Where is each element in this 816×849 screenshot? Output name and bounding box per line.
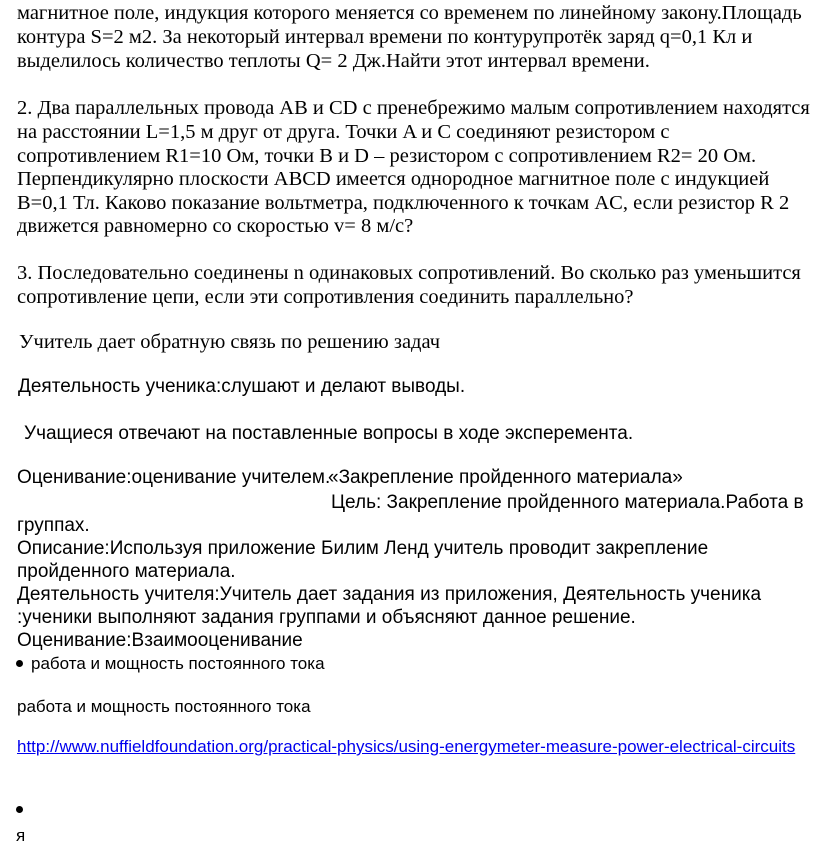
problem1-line2: контура S=2 м2. За некоторый интервал времени по контурупротёк заряд q=0,1 Кл и	[17, 26, 753, 48]
description-line1: Описание:Используя приложение Билим Ленд учитель проводит закрепление	[17, 538, 709, 559]
resource-link[interactable]: http://www.nuffieldfoundation.org/practical-physics/using-energymeter-measure-power-electrical-circuits	[17, 737, 796, 756]
trailing-letter: я	[16, 826, 26, 845]
bullet-item: работа и мощность постоянного тока	[31, 654, 325, 673]
assessment-peer: Оценивание:Взаимооценивание	[17, 630, 303, 651]
problem2-line6: движется равномерно со скоростью v= 8 м/с?	[17, 215, 414, 237]
problem2-line1: 2. Два параллельных провода AB и CD с пренебрежимо малым сопротивлением находятся	[17, 97, 810, 119]
resource-title: работа и мощность постоянного тока	[17, 697, 311, 716]
description-line2: пройденного материала.	[17, 561, 236, 582]
teacher-feedback: Учитель дает обратную связь по решению задач	[19, 331, 441, 353]
student-activity: Деятельность ученика:слушают и делают выводы.	[18, 376, 466, 397]
section-title: «Закрепление пройденного материала»	[328, 467, 683, 488]
goal-line2: группах.	[17, 515, 90, 536]
problem3-line2: сопротивление цепи, если эти сопротивления соединить параллельно?	[17, 286, 634, 308]
teacher-activity-line2: :ученики выполняют задания группами и объясняют данное решение.	[17, 607, 636, 628]
problem3-line1: 3. Последовательно соединены n одинаковых сопротивлений. Во сколько раз уменьшится	[17, 262, 801, 284]
problem2-line2: на расстоянии L=1,5 м друг от друга. Точки A и C соединяют резистором с	[17, 121, 670, 143]
problem2-line3: сопротивлением R1=10 Ом, точки B и D – резистором с сопротивлением R2= 20 Ом.	[17, 145, 757, 167]
goal-line1: Цель: Закрепление пройденного материала.Работа в	[331, 492, 804, 513]
assessment-teacher: Оценивание:оценивание учителем.	[17, 467, 331, 488]
problem1-line1: магнитное поле, индукция которого меняется со временем по линейному закону.Площадь	[17, 2, 802, 24]
teacher-activity-line1: Деятельность учителя:Учитель дает задания из приложения, Деятельность ученика	[17, 584, 762, 605]
empty-bullet-icon	[16, 806, 23, 813]
students-answer: Учащиеся отвечают на поставленные вопросы в ходе эксперемента.	[24, 423, 634, 444]
problem1-line3: выделилось количество теплоты Q= 2 Дж.Найти этот интервал времени.	[17, 50, 650, 72]
bullet-icon	[16, 660, 23, 667]
problem2-line5: B=0,1 Тл. Каково показание вольтметра, подключенного к точкам AC, если резистор R 2	[17, 192, 790, 214]
problem2-line4: Перпендикулярно плоскости ABCD имеется однородное магнитное поле с индукцией	[17, 168, 770, 190]
